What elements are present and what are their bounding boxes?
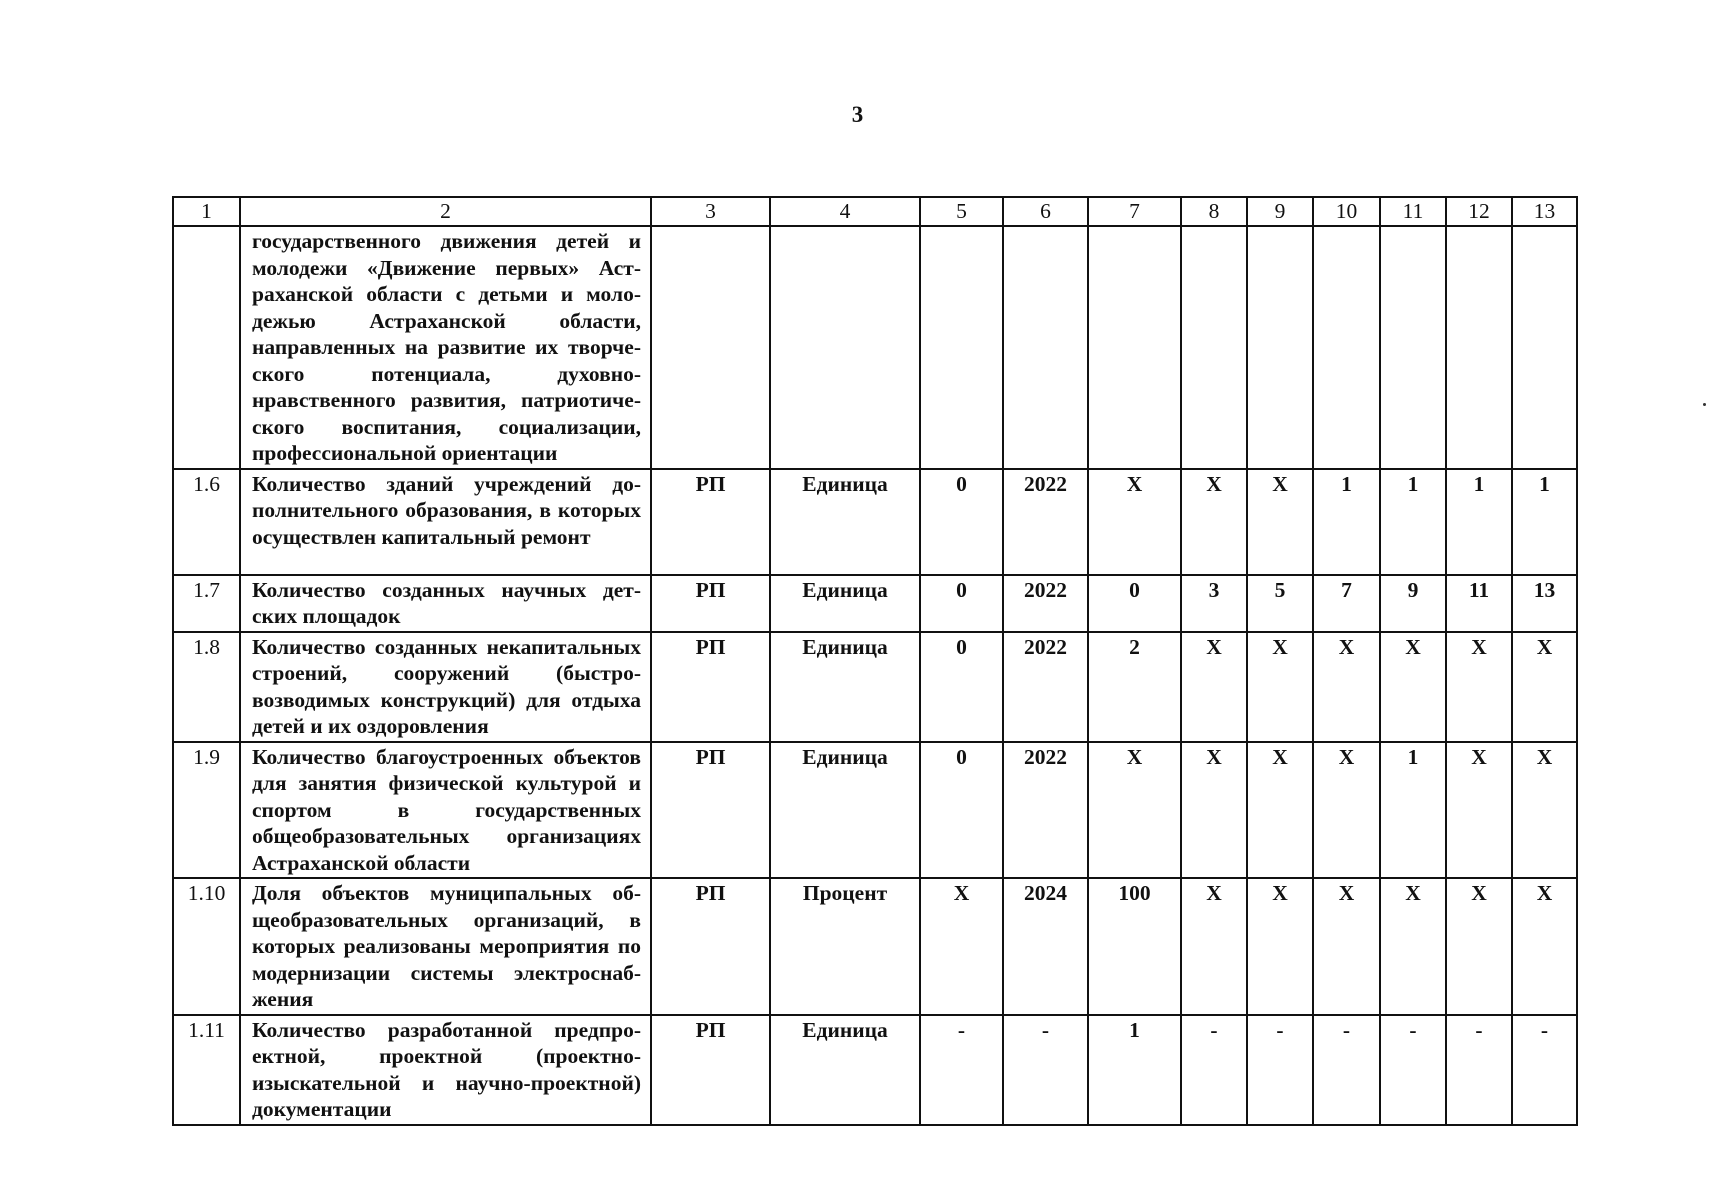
- cell-col6: 2024: [1003, 878, 1088, 1015]
- cell-col7: 100: [1088, 878, 1181, 1015]
- cell-col13: 1: [1512, 469, 1577, 575]
- table-row: [173, 469, 1577, 575]
- indicators-table: [172, 196, 1578, 1126]
- column-header: 10: [1313, 197, 1380, 226]
- indicator-description: государственного движения детей и молодежи «Движение первых» Астраханской области с детьми и молодежью Астраханской области, направленных на развитие их творческого потенциала, духовно-нравственного развития, патриотического воспитания, социализации, профессиональной ориентации: [240, 226, 651, 469]
- column-header: 12: [1446, 197, 1512, 226]
- row-number: 1.7: [173, 575, 240, 632]
- cell-col5: -: [920, 1015, 1003, 1125]
- indicator-description: Количество благоустроенных объектов для занятия физической культурой и спортом в государственных общеобразовательных организациях Астраханской области: [240, 742, 651, 879]
- cell-col4: Единица: [770, 1015, 920, 1125]
- cell-col9: [1247, 226, 1313, 469]
- cell-col9: Х: [1247, 742, 1313, 879]
- cell-col10: [1313, 226, 1380, 469]
- cell-col3: [651, 226, 770, 469]
- indicator-description: Количество созданных научных детских площадок: [240, 575, 651, 632]
- cell-col9: 5: [1247, 575, 1313, 632]
- table-row: [173, 575, 1577, 632]
- cell-col4: Процент: [770, 878, 920, 1015]
- table-row: [173, 1015, 1577, 1125]
- cell-col11: 9: [1380, 575, 1446, 632]
- cell-col8: Х: [1181, 632, 1247, 742]
- column-header: 8: [1181, 197, 1247, 226]
- scan-speck: [1703, 403, 1706, 406]
- cell-col5: Х: [920, 878, 1003, 1015]
- cell-col7: 2: [1088, 632, 1181, 742]
- cell-col12: 11: [1446, 575, 1512, 632]
- cell-col11: 1: [1380, 469, 1446, 575]
- cell-col7: 1: [1088, 1015, 1181, 1125]
- cell-col12: [1446, 226, 1512, 469]
- row-number: [173, 226, 240, 469]
- cell-col10: 1: [1313, 469, 1380, 575]
- row-number: 1.9: [173, 742, 240, 879]
- cell-col11: [1380, 226, 1446, 469]
- cell-col10: -: [1313, 1015, 1380, 1125]
- indicator-description: Количество зданий учреждений дополнительного образования, в которых осуществлен капитальный ремонт: [240, 469, 651, 575]
- cell-col6: 2022: [1003, 742, 1088, 879]
- cell-col8: -: [1181, 1015, 1247, 1125]
- column-header: 3: [651, 197, 770, 226]
- cell-col13: -: [1512, 1015, 1577, 1125]
- cell-col12: Х: [1446, 742, 1512, 879]
- cell-col13: 13: [1512, 575, 1577, 632]
- cell-col8: [1181, 226, 1247, 469]
- cell-col10: Х: [1313, 742, 1380, 879]
- table-row: [173, 742, 1577, 879]
- cell-col6: -: [1003, 1015, 1088, 1125]
- cell-col3: РП: [651, 575, 770, 632]
- cell-col7: Х: [1088, 742, 1181, 879]
- indicator-description: Доля объектов муниципальных общеобразовательных организаций, в которых реализованы мероприятия по модернизации системы электроснабжения: [240, 878, 651, 1015]
- cell-col8: Х: [1181, 878, 1247, 1015]
- cell-col3: РП: [651, 632, 770, 742]
- column-header: 1: [173, 197, 240, 226]
- cell-col5: 0: [920, 632, 1003, 742]
- cell-col13: Х: [1512, 632, 1577, 742]
- indicator-description: Количество созданных некапитальных строений, сооружений (быстровозводимых конструкций) для отдыха детей и их оздоровления: [240, 632, 651, 742]
- table-header: [173, 197, 1577, 226]
- column-header: 6: [1003, 197, 1088, 226]
- cell-col9: Х: [1247, 632, 1313, 742]
- indicator-description: Количество разработанной предпроектной, проектной (проектно-изыскательной и научно-проектной) документации: [240, 1015, 651, 1125]
- column-header: 5: [920, 197, 1003, 226]
- cell-col3: РП: [651, 742, 770, 879]
- column-header: 13: [1512, 197, 1577, 226]
- cell-col8: 3: [1181, 575, 1247, 632]
- cell-col8: Х: [1181, 742, 1247, 879]
- cell-col12: 1: [1446, 469, 1512, 575]
- cell-col13: [1512, 226, 1577, 469]
- row-number: 1.8: [173, 632, 240, 742]
- cell-col9: Х: [1247, 469, 1313, 575]
- cell-col6: 2022: [1003, 632, 1088, 742]
- cell-col9: Х: [1247, 878, 1313, 1015]
- cell-col11: 1: [1380, 742, 1446, 879]
- cell-col10: 7: [1313, 575, 1380, 632]
- cell-col7: [1088, 226, 1181, 469]
- cell-col12: Х: [1446, 632, 1512, 742]
- row-number: 1.6: [173, 469, 240, 575]
- cell-col4: Единица: [770, 632, 920, 742]
- cell-col11: Х: [1380, 632, 1446, 742]
- cell-col11: -: [1380, 1015, 1446, 1125]
- cell-col10: Х: [1313, 878, 1380, 1015]
- cell-col13: Х: [1512, 742, 1577, 879]
- table-body: [173, 226, 1577, 1125]
- table-row: [173, 878, 1577, 1015]
- cell-col6: [1003, 226, 1088, 469]
- cell-col7: 0: [1088, 575, 1181, 632]
- column-header: 4: [770, 197, 920, 226]
- table-row: [173, 226, 1577, 469]
- header-row: [173, 197, 1577, 226]
- cell-col12: Х: [1446, 878, 1512, 1015]
- cell-col8: Х: [1181, 469, 1247, 575]
- cell-col6: 2022: [1003, 575, 1088, 632]
- cell-col6: 2022: [1003, 469, 1088, 575]
- cell-col5: [920, 226, 1003, 469]
- column-header: 7: [1088, 197, 1181, 226]
- cell-col4: Единица: [770, 742, 920, 879]
- cell-col5: 0: [920, 575, 1003, 632]
- row-number: 1.11: [173, 1015, 240, 1125]
- column-header: 2: [240, 197, 651, 226]
- cell-col5: 0: [920, 469, 1003, 575]
- cell-col12: -: [1446, 1015, 1512, 1125]
- row-number: 1.10: [173, 878, 240, 1015]
- cell-col9: -: [1247, 1015, 1313, 1125]
- cell-col11: Х: [1380, 878, 1446, 1015]
- table-row: [173, 632, 1577, 742]
- cell-col3: РП: [651, 1015, 770, 1125]
- cell-col4: [770, 226, 920, 469]
- column-header: 9: [1247, 197, 1313, 226]
- column-header: 11: [1380, 197, 1446, 226]
- cell-col7: Х: [1088, 469, 1181, 575]
- cell-col10: Х: [1313, 632, 1380, 742]
- cell-col3: РП: [651, 469, 770, 575]
- cell-col4: Единица: [770, 575, 920, 632]
- cell-col4: Единица: [770, 469, 920, 575]
- cell-col5: 0: [920, 742, 1003, 879]
- page-number: 3: [851, 102, 864, 127]
- cell-col13: Х: [1512, 878, 1577, 1015]
- cell-col3: РП: [651, 878, 770, 1015]
